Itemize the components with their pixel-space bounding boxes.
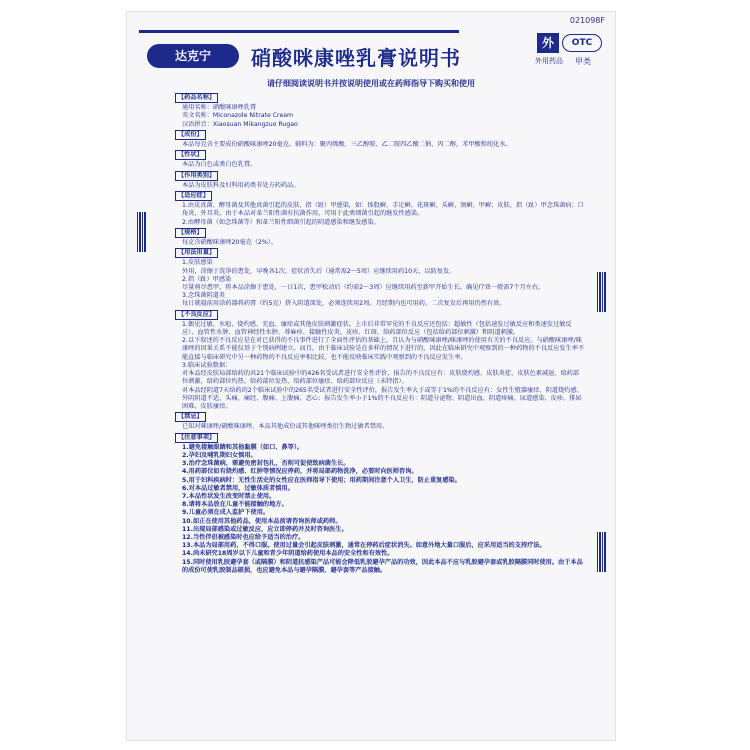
section-line: 5.用于妇科疾病时：无性生活史的女性应在医师指导下使用；用药期间注意个人卫生，防止重复感染。 bbox=[182, 476, 461, 484]
section-line: 本品每克含主要成份硝酸咪康唑20毫克。辅料为：聚丙烯酸、三乙醇胺、乙二胺四乙酸二钠、丙二醇、苯甲酸和纯化水。 bbox=[182, 141, 512, 149]
section-line: 每日就寝前用涂药器将药膏（约5克）挤入阴道深处，必须连续用2周。月经期内也可用药。二次复发后再用仍然有效。 bbox=[182, 300, 506, 308]
section-line: 英文名称：Miconazole Nitrate Cream bbox=[182, 112, 294, 120]
header-rule bbox=[139, 30, 459, 33]
section-line: 11.出现局部感染或过敏反应，应立即停药并及时咨询医生。 bbox=[182, 525, 348, 533]
section-line: 通用名称：硝酸咪康唑乳膏 bbox=[182, 104, 257, 112]
section-heading: 【药品名称】 bbox=[175, 93, 218, 103]
section-line: 尽量剪尽患甲，将本品涂擦于患处，一日1次，患甲松动后（约需2～3周）应继续用药至新甲开始生长。确见疗效一般需7个月左右。 bbox=[182, 284, 545, 292]
external-use-badge: 外 bbox=[537, 33, 559, 53]
section-composition bbox=[175, 129, 585, 149]
section-adverse-reactions bbox=[175, 309, 585, 411]
external-use-label: 外用药品 bbox=[535, 57, 563, 65]
section-line: 3.临床试验数据： bbox=[182, 361, 232, 369]
section-line: 2.孕妇及哺乳期妇女慎用。 bbox=[182, 451, 257, 459]
section-line: 7.本品性状发生改变时禁止使用。 bbox=[182, 492, 276, 500]
brand-logo: 达克宁 bbox=[147, 44, 239, 68]
leaflet-sheet bbox=[127, 12, 615, 740]
section-heading: 【规格】 bbox=[175, 228, 206, 238]
section-line: 13.本品为局部用药，不得口服。使用过量会引起皮肤刺激，通常在停药后症状消失。如意外地大量口服后，应采用适当的支持疗法。 bbox=[182, 542, 546, 550]
section-usage bbox=[175, 247, 585, 308]
section-properties bbox=[175, 149, 585, 169]
section-line: 汉语拼音：Xiaosuan Mikangzuo Rugao bbox=[182, 120, 298, 128]
section-indications bbox=[175, 190, 585, 227]
section-heading: 【适应症】 bbox=[175, 191, 212, 201]
side-barcode-right-lower bbox=[597, 532, 607, 572]
section-line: 14.尚未研究18周岁以下儿童和青少年阴道给药使用本品的安全性和有效性。 bbox=[182, 550, 394, 558]
section-line: 4.用药部位如有烧灼感、红肿等情况应停药，并将局部药物洗净，必要时向医师咨询。 bbox=[182, 468, 418, 476]
section-line: 3.念珠菌阴道炎 bbox=[182, 292, 226, 300]
section-line: 1.皮肤感染 bbox=[182, 259, 213, 267]
section-line: 每克含硝酸咪康唑20毫克（2%）。 bbox=[182, 239, 278, 247]
section-precautions bbox=[175, 432, 585, 575]
section-line: 外用，涂擦于洗净的患处，早晚各1次，症状消失后（通常需2～5周）应继续用药10天，以防复发。 bbox=[182, 267, 456, 275]
section-line: 10.如正在使用其他药品，使用本品前请咨询医师或药师。 bbox=[182, 517, 342, 525]
section-line: 6.对本品过敏者禁用，过敏体质者慎用。 bbox=[182, 484, 294, 492]
section-line: 2.指（趾）甲感染 bbox=[182, 275, 232, 283]
side-barcode-left bbox=[137, 212, 147, 252]
section-line: 已知对咪康唑/硝酸咪康唑、本品其他成份或其他咪唑类衍生物过敏者禁用。 bbox=[182, 423, 389, 431]
document-code: 021098F bbox=[569, 16, 605, 25]
section-heading: 【禁忌】 bbox=[175, 412, 206, 422]
section-line: 9.儿童必须在成人监护下使用。 bbox=[182, 509, 270, 517]
section-line: 1.由皮真菌、酵母菌及其他真菌引起的皮肤、指（趾）甲感染，如：体股癣、手足癣、花斑癣、头癣、须癣、甲癣；皮肤、指（趾）甲念珠菌病；口角炎、外耳炎。由于本品对革兰阳性菌有抗菌作用，可用于此类细菌引起的继发性感染。 bbox=[182, 202, 584, 218]
section-line: 2.由酵母菌（如念珠菌等）和革兰阳性细菌引起的阴道感染和继发感染。 bbox=[182, 218, 380, 226]
section-heading: 【不良反应】 bbox=[175, 310, 218, 320]
section-line: 对本品经阴道7天给药的2个临床试验中的265名受试者进行安全性评价，报告发生率大于或等于1%的不良反应有：女性生殖器瘙痒、阴道烧灼感、外阴阴道不适、头痛、痛经、腹痛、上腹痛、恶心；报告发生率小于1%的不良反应有：阴道分泌物、阴道出血、阴道疼痛、尿道感染、皮疹、排尿困难、皮肤瘙痒。 bbox=[182, 386, 583, 410]
section-specification bbox=[175, 227, 585, 247]
section-line: 对本品经皮肤局部给药的共21个临床试验中的426名受试者进行安全性评价，报告的不良反应有：皮肤烧灼感、皮肤炎症、皮肤色素减退、给药部位刺激、给药部位灼热、给药部位发热、给药部位瘙痒、给药部位反应（未特指）。 bbox=[182, 370, 580, 386]
section-heading: 【作用类别】 bbox=[175, 171, 218, 181]
page-title: 硝酸咪康唑乳膏说明书 bbox=[251, 46, 461, 70]
section-line: 1.避免接触眼睛和其他黏膜（如口、鼻等）。 bbox=[182, 443, 304, 451]
leaflet-body bbox=[175, 92, 585, 575]
side-barcode-right bbox=[597, 272, 607, 312]
section-line: 3.治疗念珠菌病，需避免密封包扎，否则可促使致病菌生长。 bbox=[182, 460, 350, 468]
otc-badge: OTC bbox=[562, 34, 602, 52]
section-line: 12.当性伴侣被感染时也应给予适当的治疗。 bbox=[182, 533, 305, 541]
section-name bbox=[175, 92, 585, 129]
section-heading: 【成份】 bbox=[175, 130, 206, 140]
instruction-subtitle: 请仔细阅读说明书并按说明使用或在药师指导下购买和使用 bbox=[267, 79, 475, 88]
class-a-label: 甲类 bbox=[575, 57, 591, 66]
section-heading: 【用法用量】 bbox=[175, 248, 218, 258]
section-line: 本品为皮肤科及妇科用药类非处方药药品。 bbox=[182, 181, 300, 189]
section-line: 2.以下叙述的不良反应是在对已获得的不良事件进行了全面性评估的基础上，且认为与硝酸咪康唑/咪康唑的使用有关的不良反应。与硝酸咪康唑/咪康唑的因果关系不能仅基于个别病例建立。而且，由于临床试验是在多样的情况下进行的，因此在临床研究中观察到的一种药物的不良反应发生率不能直接与临床研究中另一种药物的不良反应率相比较，也不能反映临床实践中观察到的不良反应发生率。 bbox=[182, 337, 585, 361]
section-line: 1.偶见过敏、水疱、烧灼感、充血、瘙痒或其他皮肤刺激症状。上市后非常罕见的不良反应还包括：超敏性（包括速发过敏反应和类速发过敏反应）、血管性水肿、血管神经性水肿、荨麻疹、接触性皮炎、皮疹、红斑、给药部位反应（包括给药部位刺激）和阴道刺激。 bbox=[182, 320, 572, 337]
section-contraindications bbox=[175, 411, 585, 431]
section-line: 15.同时使用乳胶避孕套（或隔膜）和阴道抗感染产品可能会降低乳胶避孕产品的功效，因此本品不应与乳胶避孕套或乳胶隔膜同时使用。由于本品的成份可使乳胶制品破损，也应避免本品与避孕隔膜、避孕套等产品接触。 bbox=[182, 558, 583, 574]
section-heading: 【注意事项】 bbox=[175, 433, 218, 443]
section-category bbox=[175, 170, 585, 190]
section-heading: 【性状】 bbox=[175, 150, 206, 160]
section-line: 8.请将本品放在儿童不能接触的地方。 bbox=[182, 501, 288, 509]
section-line: 本品为白色或类白色乳膏。 bbox=[182, 161, 257, 169]
